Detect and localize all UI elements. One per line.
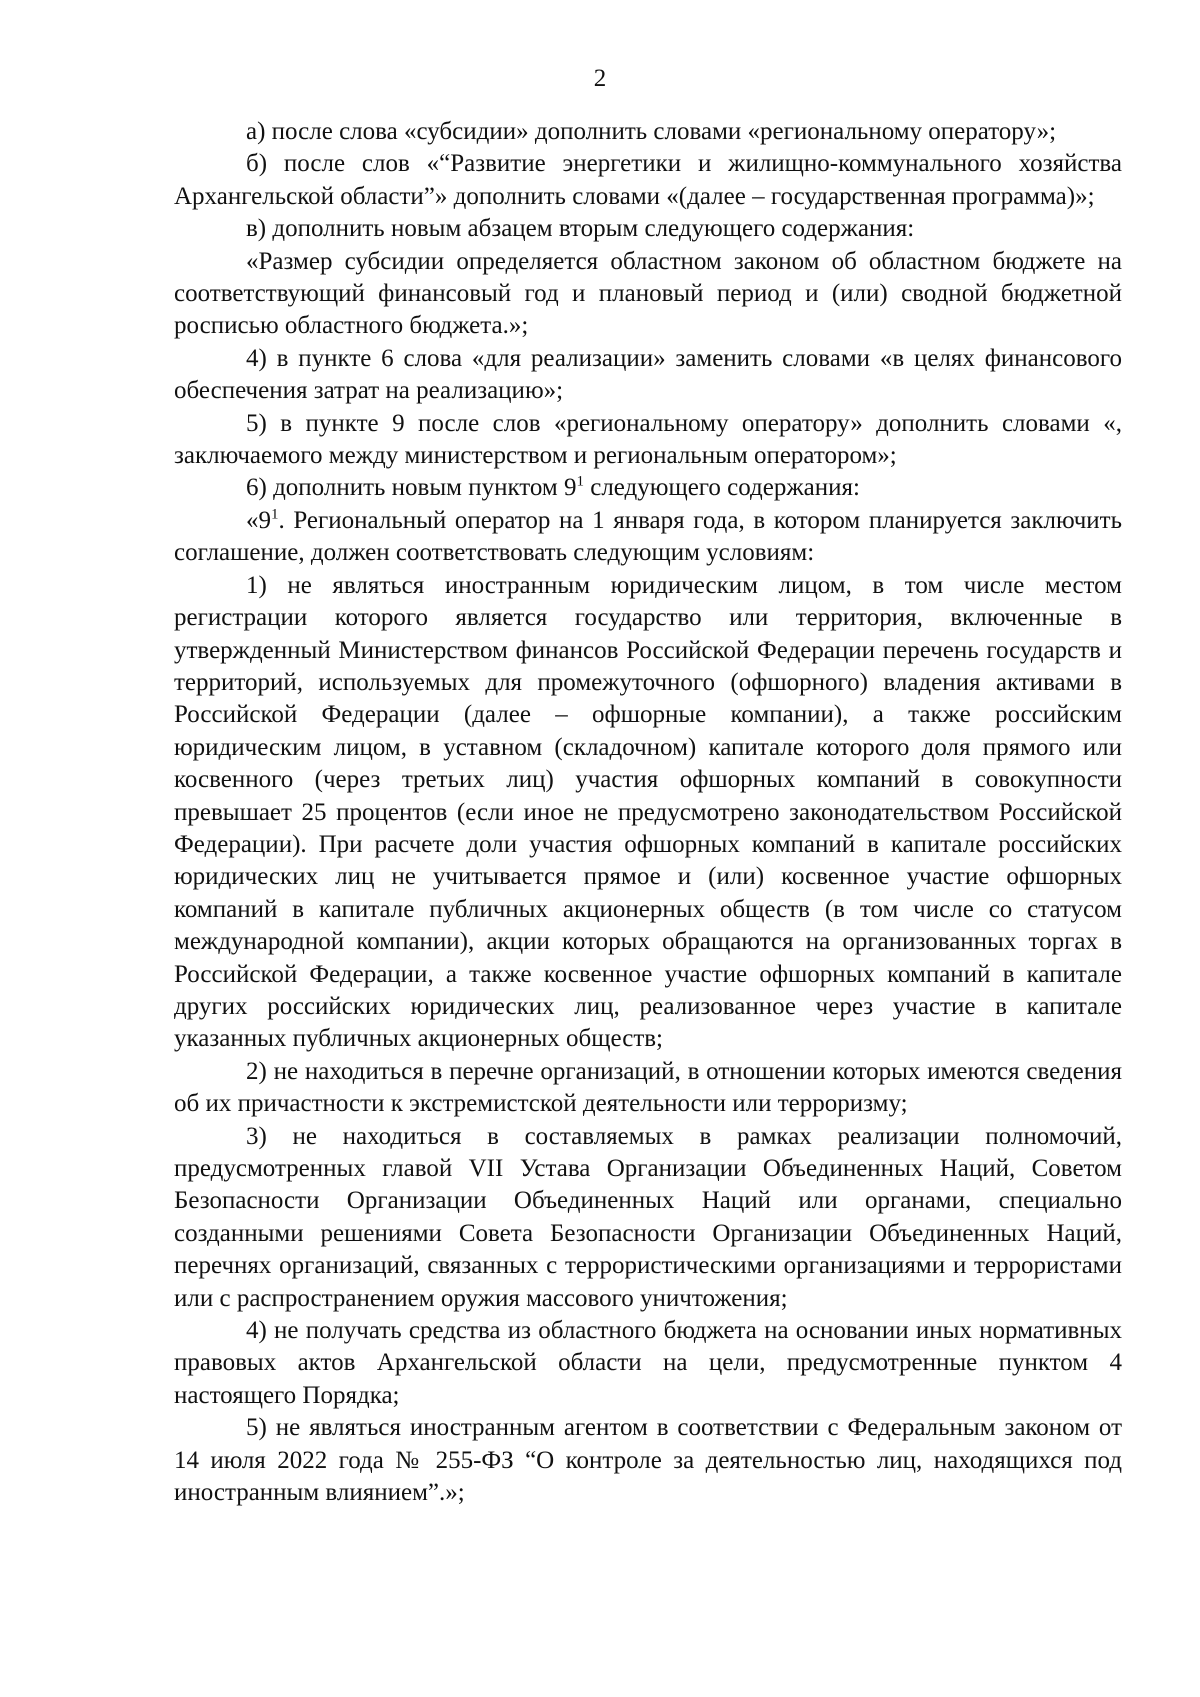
paragraph-point-9-1-text-after: . Региональный оператор на 1 января года, в котором планируется заключить соглашение, должен соответствовать следующим условиям: <box>174 506 1122 567</box>
paragraph-item-6 <box>174 472 1122 504</box>
paragraph-b: б) после слов «“Развитие энергетики и жилищно-коммунального хозяйства Архангельской области”» дополнить словами «(далее – государственная программа)»; <box>174 150 1122 210</box>
paragraph-item-5: 5) в пункте 9 после слов «региональному оператору» дополнить словами «, заключаемого между министерством и региональным оператором»; <box>174 409 1122 470</box>
condition-4: 4) не получать средства из областного бюджета на основании иных нормативных правовых актов Архангельской области на цели, предусмотренные пунктом 4 настоящего Порядка; <box>174 1317 1122 1409</box>
paragraph-point-9-1-superscript: 1 <box>271 506 279 523</box>
condition-1: 1) не являться иностранным юридическим лицом, в том числе местом регистрации которого является государство или территория, включенные в утвержденный Министерством финансов Российской Федерации перечень государств и территорий, используемых для промежуточного (офшорного) владения активами в Российской Федерации (далее – офшорные компании), а также российским юридическим лицом, в уставном (складочном) капитале которого доля прямого или косвенного (через третьих лиц) участия офшорных компаний в совокупности превышает 25 процентов (если иное не предусмотрено законодательством Российской Федерации). При расчете доли участия офшорных компаний в капитале российских юридических лиц не учитывается прямое и (или) косвенное участие офшорных компаний в капитале публичных акционерных обществ (в том числе со статусом международной компании), акции которых обращаются на организованных торгах в Российской Федерации, а также косвенное участие офшорных компаний в капитале других российских юридических лиц, реализованное через участие в капитале указанных публичных акционерных обществ; <box>174 571 1122 1053</box>
condition-2: 2) не находиться в перечне организаций, в отношении которых имеются сведения об их причастности к экстремистской деятельности или терроризму; <box>174 1057 1122 1118</box>
paragraph-point-9-1-text-before: «9 <box>246 506 271 534</box>
condition-3: 3) не находиться в составляемых в рамках реализации полномочий, предусмотренных главой VII Устава Организации Объединенных Наций, Советом Безопасности Организации Объединенных Наций или органами, специально созданными решениями Совета Безопасности Организации Объединенных Наций, перечнях организаций, связанных с террористическими организациями и террористами или с распространением оружия массового уничтожения; <box>174 1122 1122 1312</box>
paragraph-a: а) после слова «субсидии» дополнить словами «региональному оператору»; <box>246 118 1057 145</box>
paragraph-v: в) дополнить новым абзацем вторым следующего содержания: <box>246 215 915 243</box>
paragraph-item-6-superscript: 1 <box>576 474 584 491</box>
paragraph-item-6-text-before: 6) дополнить новым пунктом 9 <box>246 474 577 502</box>
paragraph-item-6-text-after: следующего содержания: <box>583 474 860 502</box>
paragraph-point-9-1 <box>174 505 1122 570</box>
paragraph-subsidy-size: «Размер субсидии определяется областном законом об областном бюджете на соответствующий финансовый год и плановый период и (или) сводной бюджетной росписью областного бюджета.»; <box>174 247 1122 340</box>
paragraph-item-4: 4) в пункте 6 слова «для реализации» заменить словами «в целях финансового обеспечения затрат на реализацию»; <box>174 344 1122 405</box>
page-number: 2 <box>593 65 607 92</box>
condition-5: 5) не являться иностранным агентом в соответствии с Федеральным законом от 14 июля 2022 года № 255-ФЗ “О контроле за деятельностью лиц, находящихся под иностранным влиянием”.»; <box>174 1414 1122 1507</box>
document-body <box>174 116 1122 1509</box>
